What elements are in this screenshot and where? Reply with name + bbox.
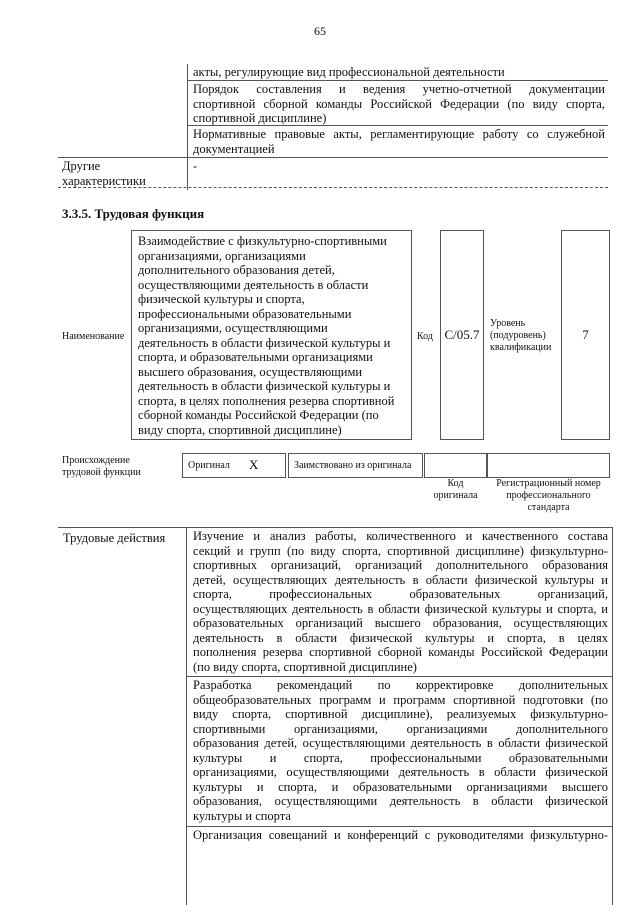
- top-table-row-2-line-2: спортивной сборной команды Российской Федерации (по виду спорта,: [193, 96, 605, 111]
- other-characteristics-value: -: [193, 159, 198, 173]
- code-caption-2: оригинала: [433, 490, 478, 501]
- reg-caption-3: стандарта: [527, 502, 570, 513]
- registration-box: [487, 453, 610, 478]
- original-mark: X: [249, 457, 259, 472]
- section-heading: 3.3.5. Трудовая функция: [62, 206, 205, 221]
- function-name-text: Взаимодействие с физкультурно-спортивными организациями, организациями дополнительного образования детей, осуществляющими деятельность в области физической культуры и спорта, профессиональными образовательными организациями, осуществляющими деятельность в области физической культуры и спорта, и образовательными организациями высшего образования, осуществляющими деятельность в области физической культуры и спорта, в целях пополнения резерва спортивной сборной команды Российской Федерации (по виду спорта, спортивной дисциплине): [138, 234, 395, 437]
- original-label: Оригинал: [188, 460, 230, 471]
- level-value: 7: [582, 327, 589, 342]
- name-label: Наименование: [62, 331, 125, 342]
- top-table-row-1: акты, регулирующие вид профессиональной деятельности: [193, 65, 505, 79]
- reg-caption-2: профессионального: [506, 490, 591, 501]
- actions-label: Трудовые действия: [63, 531, 166, 545]
- origin-label-1: Происхождение: [62, 455, 130, 466]
- level-label-2: (подуровень): [490, 330, 546, 341]
- top-table-row-2-line-1: Порядок составления и ведения учетно-отчетной документации: [193, 82, 605, 96]
- code-value: C/05.7: [444, 327, 480, 342]
- level-label-3: квалификации: [490, 342, 552, 353]
- code-caption-1: Код: [447, 478, 464, 489]
- action-item-1: Изучение и анализ работы, количественного и качественного состава секций и групп (по виду спорта, спортивной дисциплине) физкультурно- спортивных организаций, организаций дополнительного образования детей, осуществляющих деятельность в области физической культуры и спорта, профессиональных образовательных организаций, осуществляющих деятельность в области физической культуры и спорта, и образовательных организаций высшего образования, осуществляющих деятельность в области физической культуры и спорта, в целях пополнения резерва спортивной сборной команды Российской Федерации (по виду спорта, спортивной дисциплине): [193, 529, 608, 674]
- borrowed-label: Заимствовано из оригинала: [294, 460, 412, 471]
- original-code-box: [424, 453, 487, 478]
- code-label: Код: [417, 331, 433, 342]
- top-table-row-3-line-1: Нормативные правовые акты, регламентирующие работу со служебной: [193, 127, 605, 141]
- other-characteristics-label-1: Другие: [62, 159, 101, 173]
- action-item-2: Разработка рекомендаций по корректировке дополнительных общеобразовательных программ и программ спортивной подготовки (по виду спорта, спортивной дисциплине), реализуемых физкультурно- спортивными организациями, организациями дополнительного образования детей, осуществляющими деятельность в области физической культуры и спорта, профессиональными образовательными организациями, осуществляющими деятельность в области физической культуры и спорта, и образовательными организациями высшего образования, осуществляющими деятельность в области физической культуры и спорта: [193, 678, 608, 823]
- level-label-1: Уровень: [490, 318, 526, 329]
- other-characteristics-label-2: характеристики: [62, 173, 146, 188]
- top-table-row-3-line-2: документацией: [193, 141, 275, 156]
- page-number: 65: [314, 24, 326, 38]
- top-table-row-2-line-3: спортивной дисциплине): [193, 111, 327, 125]
- reg-caption-1: Регистрационный номер: [496, 478, 601, 489]
- origin-label-2: трудовой функции: [62, 467, 141, 478]
- action-item-3: Организация совещаний и конференций с руководителями физкультурно-: [193, 828, 608, 842]
